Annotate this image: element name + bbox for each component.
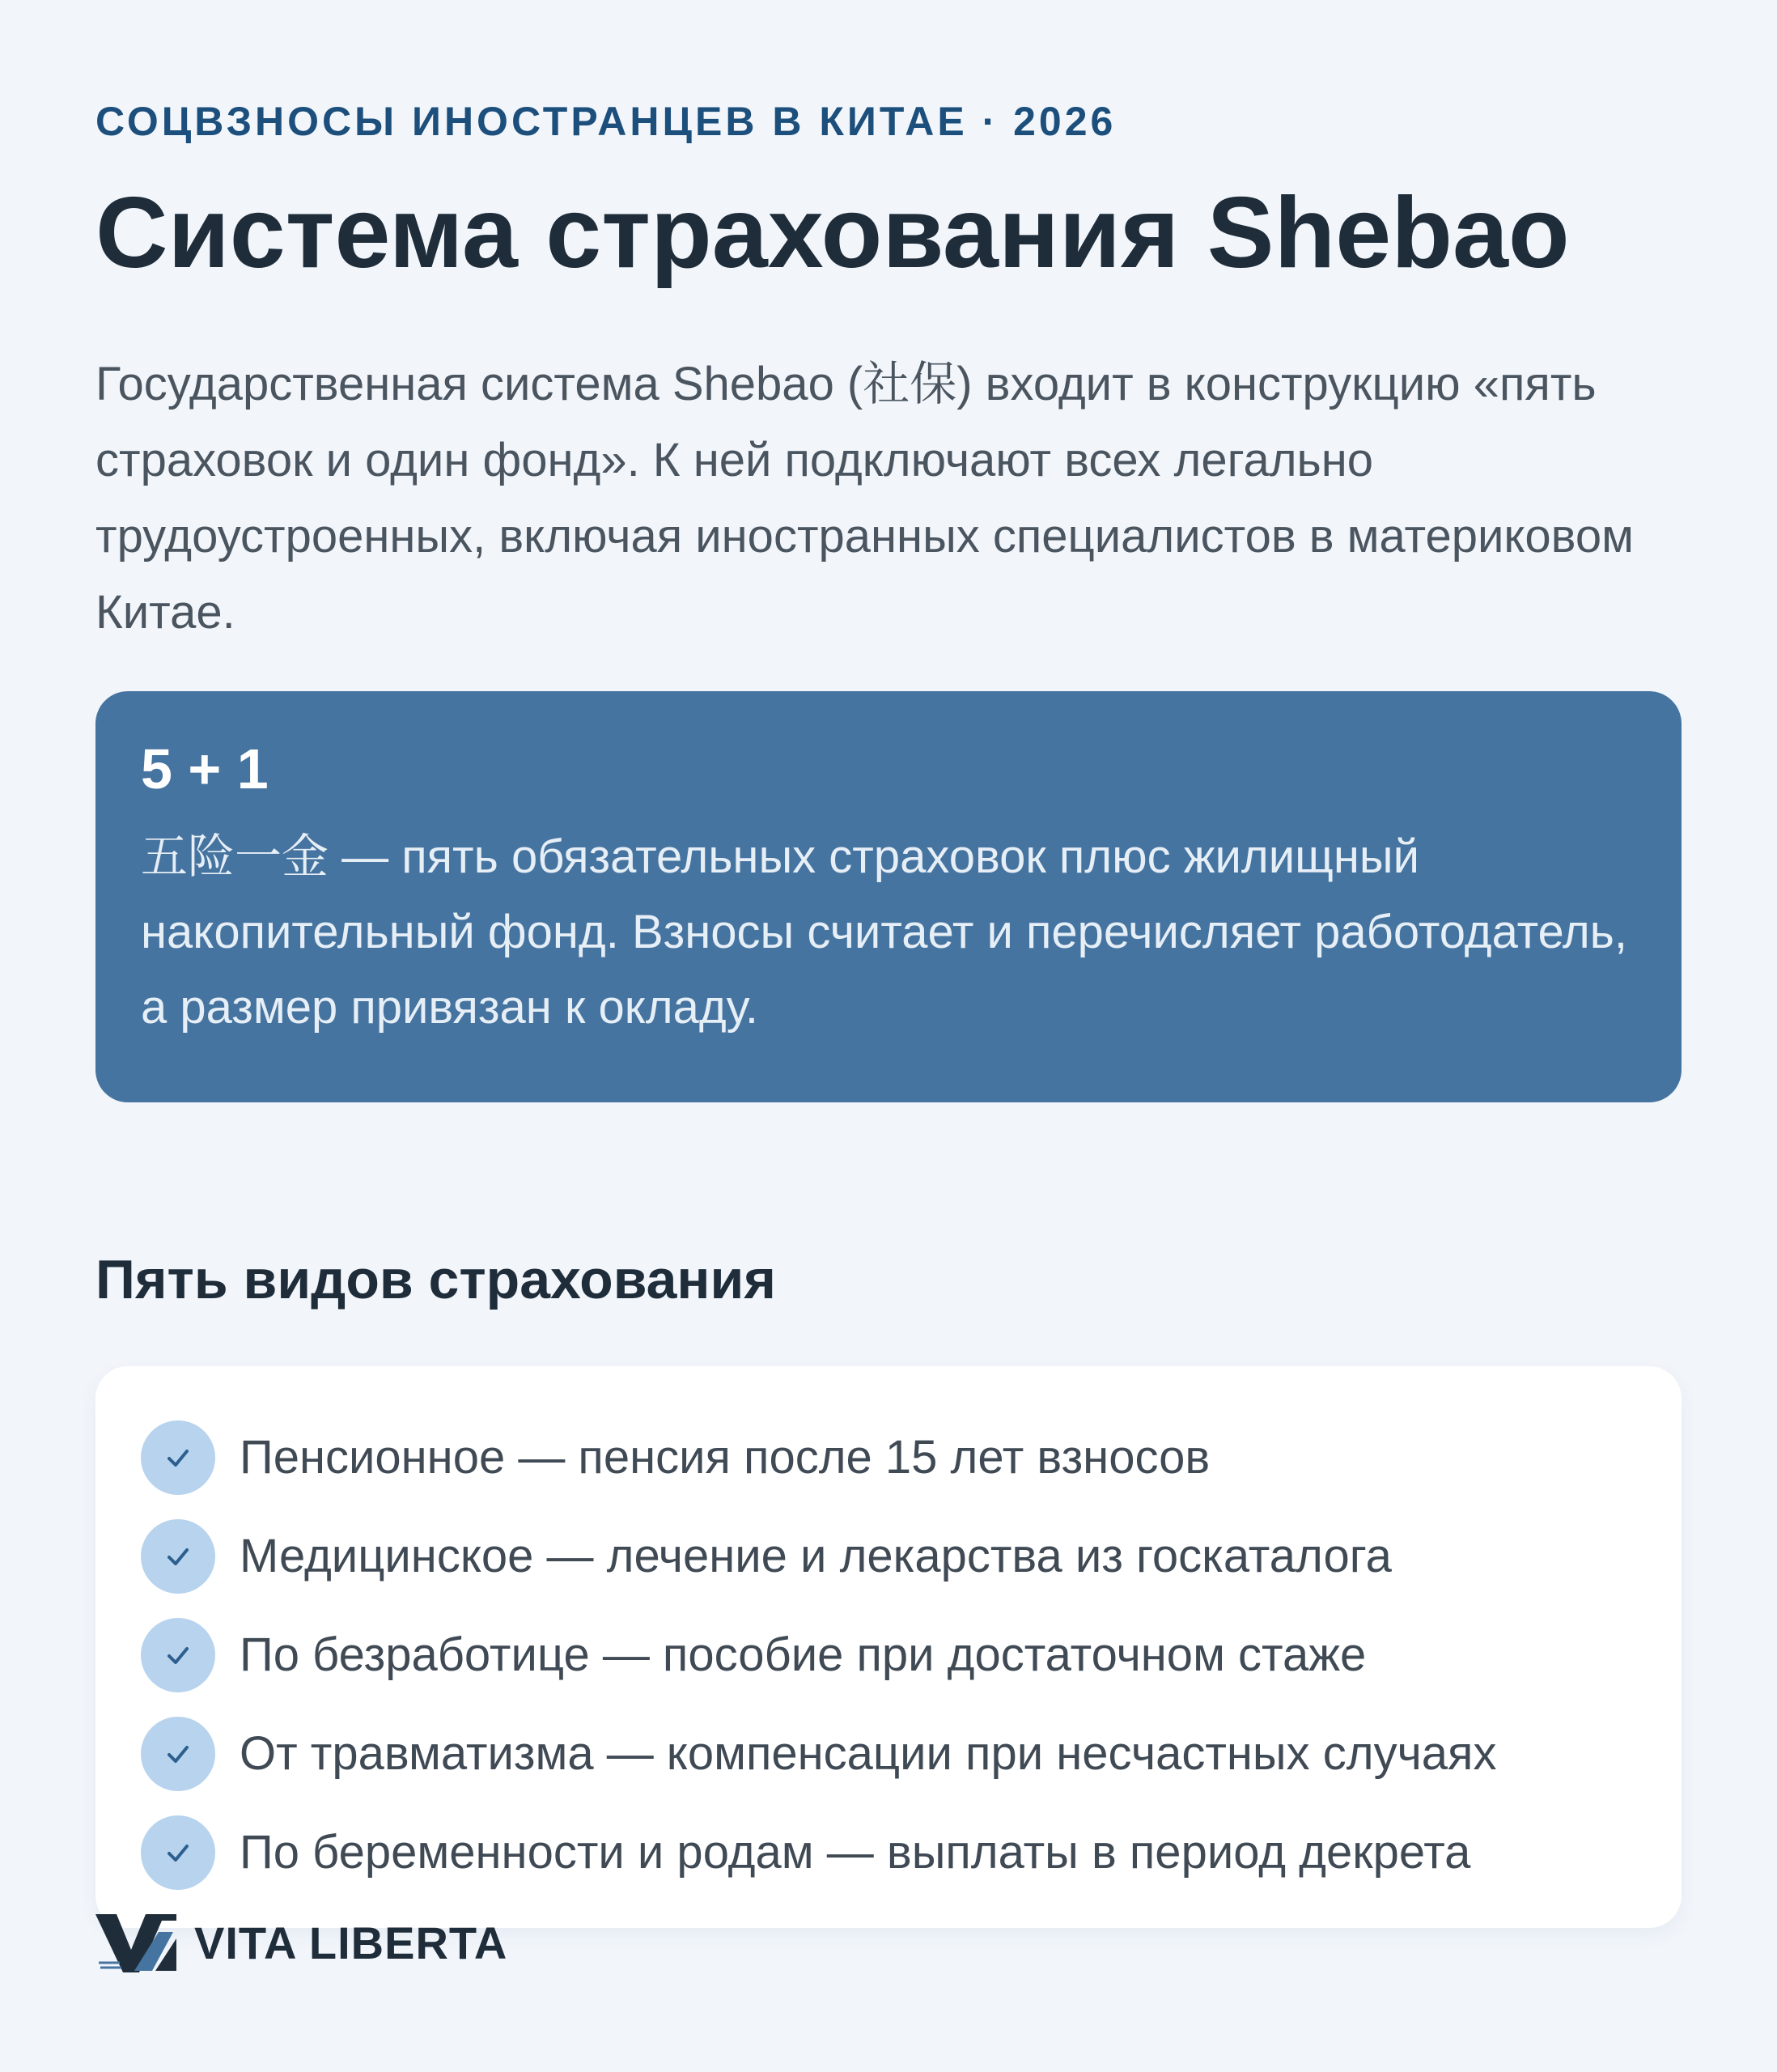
check-icon <box>141 1519 215 1594</box>
list-item <box>141 1507 1636 1606</box>
page-content <box>95 96 1682 1879</box>
lead-paragraph: Государственная система Shebao (社保) входит в конструкцию «пять страховок и один фонд». К ней подключают всех легально трудоустроенных, включая иностранных специалистов в материковом Китае. <box>95 358 1634 639</box>
page-kicker: СОЦВЗНОСЫ ИНОСТРАНЦЕВ В КИТАЕ · 2026 <box>95 99 1117 144</box>
highlight-heading: 5 + 1 <box>141 737 269 800</box>
list-item-text: По беременности и родам — выплаты в период декрета <box>240 1826 1471 1879</box>
list-item <box>141 1408 1636 1507</box>
brand-name: VITA LIBERTA <box>194 1917 508 1968</box>
page-title: Система страхования Shebao <box>95 177 1570 289</box>
check-icon <box>141 1717 215 1791</box>
vita-liberta-logo-mark-icon <box>95 1914 176 1972</box>
highlight-text: 五险一金 — пять обязательных страховок плюс жилищный накопительный фонд. Взносы считает и перечисляет работодатель, а размер привязан к окладу. <box>141 830 1627 1034</box>
list-item-text: От травматизма — компенсации при несчастных случаях <box>240 1727 1497 1780</box>
check-icon <box>141 1618 215 1692</box>
check-icon <box>141 1815 215 1890</box>
list-item-text: По безработице — пособие при достаточном стаже <box>240 1628 1367 1681</box>
check-icon <box>141 1420 215 1495</box>
brand-logo <box>95 1914 507 1972</box>
list-item <box>141 1803 1636 1902</box>
highlight-card <box>95 691 1682 1102</box>
section-title: Пять видов страхования <box>95 1249 776 1310</box>
list-item <box>141 1606 1636 1705</box>
insurance-list-card <box>95 1366 1682 1928</box>
list-item-text: Медицинское — лечение и лекарства из госкаталога <box>240 1530 1392 1582</box>
list-item <box>141 1705 1636 1803</box>
list-item-text: Пенсионное — пенсия после 15 лет взносов <box>240 1431 1211 1484</box>
insurance-list <box>141 1408 1636 1902</box>
